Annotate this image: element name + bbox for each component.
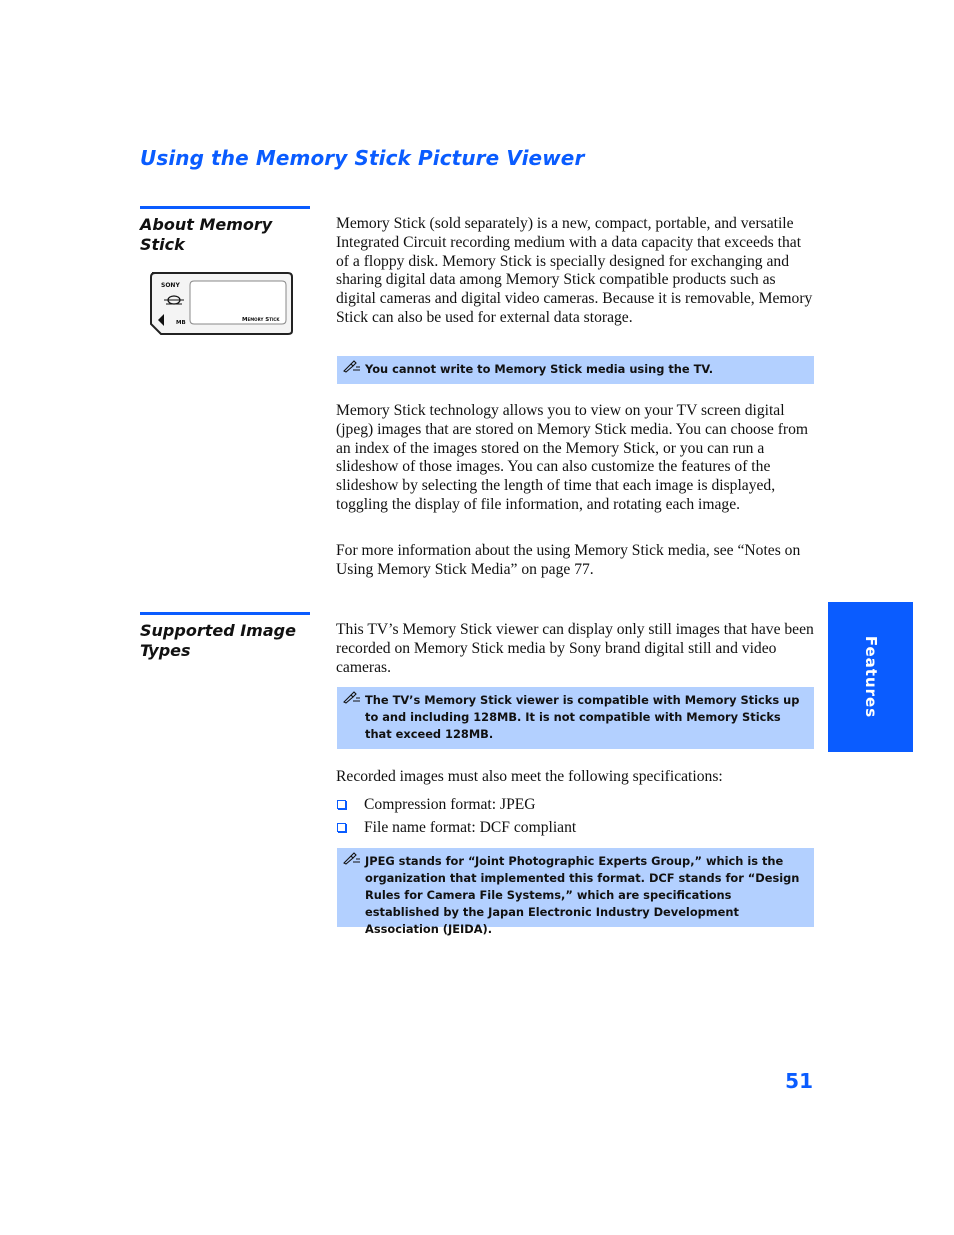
supported-paragraph-2-block <box>336 768 814 787</box>
section-heading-about: About Memory Stick <box>140 206 310 255</box>
note-jpeg-dcf-definitions <box>337 848 814 936</box>
about-paragraph-3: For more information about the using Memory Stick media, see “Notes on Using Memory Stick Media” on page 77. <box>336 542 801 578</box>
section-heading-supported: Supported Image Types <box>140 612 310 661</box>
checkbox-bullet-icon <box>337 800 346 809</box>
side-tab-label: Features <box>861 635 880 719</box>
supported-paragraph-2: Recorded images must also meet the following specifications: <box>336 768 723 785</box>
pencil-note-icon <box>342 851 362 865</box>
supported-paragraph-1-block <box>336 621 814 677</box>
about-paragraph-1-block <box>336 215 814 328</box>
list-item-text: Compression format: JPEG <box>364 796 536 813</box>
about-paragraph-2-block <box>336 402 814 515</box>
list-item <box>336 816 576 839</box>
side-tab-features <box>828 602 913 752</box>
pencil-note-icon <box>342 359 362 373</box>
list-item <box>336 793 576 816</box>
list-item-text: File name format: DCF compliant <box>364 819 577 836</box>
about-paragraph-3-block <box>336 542 814 580</box>
note-text: You cannot write to Memory Stick media using the TV. <box>365 362 714 376</box>
page-number: 51 <box>785 1069 813 1093</box>
page-title: Using the Memory Stick Picture Viewer <box>140 146 585 170</box>
illustration-brand: SONY <box>161 282 180 289</box>
supported-paragraph-1: This TV’s Memory Stick viewer can display only still images that have been recorded on Memory Stick media by Sony brand digital still and video cameras. <box>336 621 814 676</box>
specifications-list <box>336 793 576 839</box>
note-text: The TV’s Memory Stick viewer is compatible with Memory Sticks up to and including 128MB. It is not compatible with Memory Sticks that exceed 128MB. <box>365 693 800 741</box>
illustration-product-label: Memory Stick <box>242 317 280 323</box>
about-paragraph-1: Memory Stick (sold separately) is a new, compact, portable, and versatile Integrated Circuit recording medium with a data capacity that exceeds that of a floppy disk. Memory Stick is specially designed for exchanging and sharing digital data among Memory Stick compatible products such as digital cameras and digital video cameras. Because it is removable, Memory Stick can also be used for external data storage. <box>336 215 813 326</box>
note-text: JPEG stands for “Joint Photographic Experts Group,” which is the organization that implemented this format. DCF stands for “Design Rules for Camera File Systems,” which are specifications established by the Japan Electronic Industry Development Association (JEIDA). <box>365 854 800 936</box>
pencil-note-icon <box>342 690 362 704</box>
illustration-capacity-unit: MB <box>176 320 186 326</box>
checkbox-bullet-icon <box>337 823 346 832</box>
note-capacity-compatibility <box>337 687 814 749</box>
memory-stick-illustration <box>148 270 294 336</box>
note-write-restriction <box>337 356 814 384</box>
about-paragraph-2: Memory Stick technology allows you to view on your TV screen digital (jpeg) images that are stored on Memory Stick media. You can choose from an index of the images stored on the Memory Stick, or you can run a slideshow of those images. You can also customize the features of the slideshow by selecting the length of time that each image is displayed, toggling the display of file information, and rotating each image. <box>336 402 809 513</box>
